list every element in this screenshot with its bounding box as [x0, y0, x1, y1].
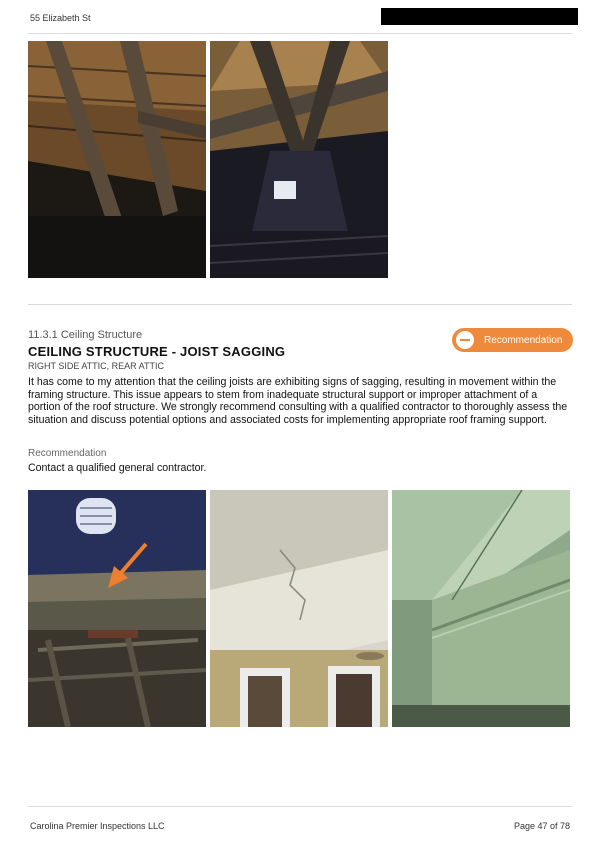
- photo-attic-floor[interactable]: [28, 490, 206, 727]
- photo-attic-vent[interactable]: [210, 41, 388, 278]
- section-divider: [28, 304, 572, 305]
- footer-divider: [28, 806, 572, 807]
- header-divider: [28, 33, 572, 34]
- arrow-icon: [28, 490, 206, 727]
- recommendation-text: Contact a qualified general contractor.: [28, 462, 207, 474]
- photo-green-wall[interactable]: [392, 490, 570, 727]
- minus-circle-icon: [456, 331, 474, 349]
- section-location: RIGHT SIDE ATTIC, REAR ATTIC: [28, 361, 165, 371]
- recommendation-badge-label: Recommendation: [484, 334, 563, 346]
- photo-cracked-ceiling[interactable]: [210, 490, 388, 727]
- recommendation-badge: [452, 328, 573, 352]
- footer-company: Carolina Premier Inspections LLC: [30, 821, 165, 831]
- section-number-title: 11.3.1 Ceiling Structure: [28, 329, 143, 341]
- recommendation-label: Recommendation: [28, 448, 107, 459]
- footer-page-number: Page 47 of 78: [513, 821, 570, 831]
- section-heading: CEILING STRUCTURE - JOIST SAGGING: [28, 344, 286, 359]
- section-description: It has come to my attention that the ceiling joists are exhibiting signs of sagging, resulting in movement within the framing structure. This issue appears to stem from inadequate structural support or improper attachment of a portion of the roof structure. We strongly recommend consulting with a qualified contractor to thoroughly assess the situation and discuss potential options and associated costs for implementing appropriate roof framing support.: [28, 376, 568, 426]
- header-address: 55 Elizabeth St: [30, 13, 91, 23]
- redacted-bar: [381, 8, 578, 25]
- photo-attic-rafters[interactable]: [28, 41, 206, 278]
